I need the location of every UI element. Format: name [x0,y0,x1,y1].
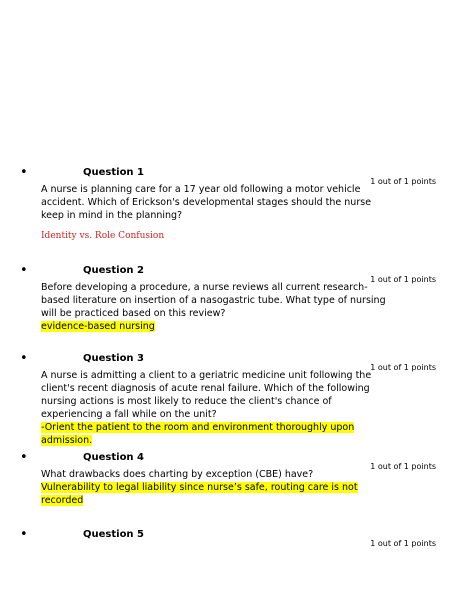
answer-text: Vulnerability to legal liability since nurse’s safe, routing care is not recorded [41,482,358,506]
points-score: 1 out of 1 points [370,177,436,186]
answer-text: Identity vs. Role Confusion [41,231,165,241]
answer-text: -Orient the patient to the room and environment thoroughly upon admission. [41,422,355,446]
question-block [41,468,396,507]
points-score: 1 out of 1 points [370,275,436,284]
points-score: 1 out of 1 points [370,363,436,372]
question-block [41,369,396,447]
bullet: • [20,351,28,366]
bullet: • [20,450,28,465]
question-title: Question 2 [83,265,144,276]
points-score: 1 out of 1 points [370,462,436,471]
question-title: Question 5 [83,529,144,540]
answer-text: evidence-based nursing [41,321,155,332]
question-block [41,281,396,333]
question-title: Question 1 [83,167,144,178]
question-text: A nurse is admitting a client to a geriatric medicine unit following the client's recent diagnosis of acute renal failure. Which of the following nursing actions is most likely to reduce the client's chance of experiencing a fall while on the unit? [41,370,372,420]
question-title: Question 3 [83,353,144,364]
question-text: A nurse is planning care for a 17 year old following a motor vehicle accident. Which of Erickson's developmental stages should the nurse keep in mind in the planning? [41,184,372,221]
question-title: Question 4 [83,452,144,463]
bullet: • [20,527,28,542]
question-text: Before developing a procedure, a nurse reviews all current research-based literature on insertion of a nasogastric tube. What type of nursing will be practiced based on this review? [41,282,386,319]
question-text: What drawbacks does charting by exception (CBE) have? [41,469,314,480]
bullet: • [20,165,28,180]
points-score: 1 out of 1 points [370,539,436,548]
bullet: • [20,263,28,278]
